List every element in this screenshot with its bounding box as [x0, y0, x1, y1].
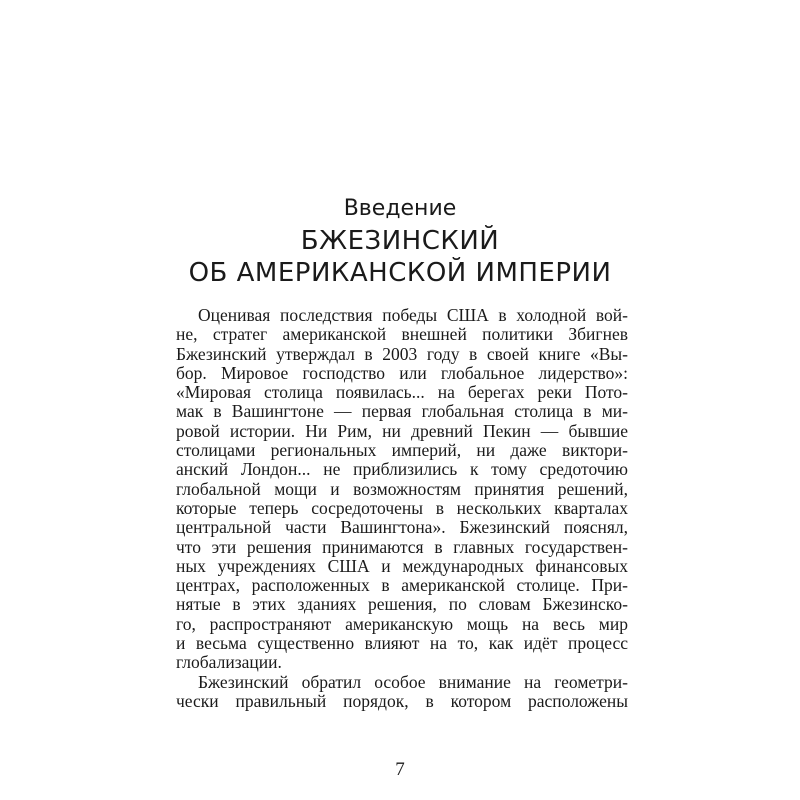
text-line: и весьма существенно влияют на то, как идёт процесс [176, 634, 628, 654]
text-line: не, стратег американской внешней политики Збигнев [176, 325, 628, 345]
text-line: чески правильный порядок, в котором расположены [176, 691, 628, 711]
text-line: бор. Мировое господство или глобальное лидерство»: [176, 363, 628, 383]
page-number: 7 [395, 759, 405, 780]
body-text [176, 306, 628, 711]
chapter-title-line-2: ОБ АМЕРИКАНСКОЙ ИМПЕРИИ [188, 258, 612, 288]
text-line: нятые в этих зданиях решения, по словам Бжезинско- [176, 595, 628, 615]
text-line: центрах, расположенных в американской столице. При- [176, 576, 628, 596]
text-line: Оценивая последствия победы США в холодной вой- [198, 306, 628, 325]
text-line: ных учреждениях США и международных финансовых [176, 556, 628, 576]
text-line: ровой истории. Ни Рим, ни древний Пекин — бывшие [176, 421, 628, 441]
text-line: которые теперь сосредоточены в нескольких кварталах [176, 498, 628, 518]
text-line: Бжезинский обратил особое внимание на геометри- [198, 672, 628, 692]
chapter-label: Введение [343, 196, 457, 221]
chapter-title-line-1: БЖЕЗИНСКИЙ [300, 226, 500, 256]
text-line: центральной части Вашингтона». Бжезинский пояснял, [176, 518, 628, 538]
text-line: Бжезинский утверждал в 2003 году в своей книге «Вы- [176, 344, 628, 364]
text-line: «Мировая столица появилась... на берегах реки Пото- [176, 383, 628, 403]
text-line: столицами региональных империй, ни даже виктори- [176, 441, 628, 461]
text-line: глобальной мощи и возможностям принятия решений, [176, 479, 628, 499]
text-line: глобализации. [176, 653, 282, 673]
text-line: анский Лондон... не приблизились к тому средоточию [176, 460, 628, 480]
text-line: что эти решения принимаются в главных государствен- [176, 537, 628, 557]
text-line: мак в Вашингтоне — первая глобальная столица в ми- [176, 402, 628, 422]
text-line: го, распространяют американскую мощь на весь мир [176, 614, 628, 634]
